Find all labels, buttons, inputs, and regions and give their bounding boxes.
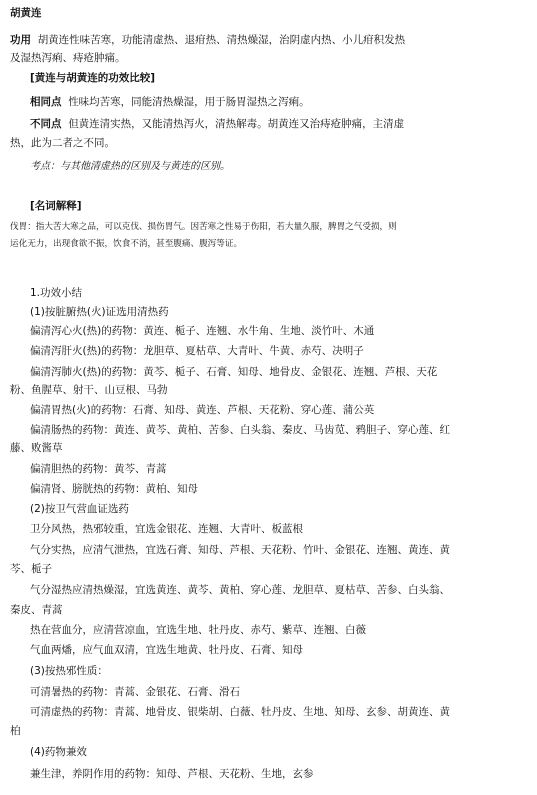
summary-intestine-1: 偏清肠热的药物：黄连、黄芩、黄柏、苦参、白头翁、秦皮、马齿苋、鸦胆子、穿心莲、红 [30, 424, 450, 436]
compare-heading: [黄连与胡黄连的功效比较] [30, 72, 156, 84]
summary-sub-4: (4)药物兼效 [30, 746, 87, 758]
summary-title: 1.功效小结 [30, 287, 83, 299]
gongyong-line-2: 及湿热泻痢、痔疮肿痛。 [10, 52, 126, 64]
same-label: 相同点 [30, 96, 62, 108]
summary-both: 气血两燔，应气血双清，宜选生地黄、牡丹皮、石膏、知母 [30, 644, 303, 656]
summary-sub-1: (1)按脏腑热(火)证选用清热药 [30, 306, 169, 318]
summary-stomach: 偏清胃热(火)的药物：石膏、知母、黄连、芦根、天花粉、穿心莲、蒲公英 [30, 404, 375, 416]
summary-summer-heat: 可清暑热的药物：青蒿、金银花、石膏、滑石 [30, 686, 240, 698]
diff-text-1: 但黄连清实热，又能清热泻火，清热解毒。胡黄连又治痔疮肿痛，主清虚 [68, 118, 405, 130]
summary-lung-1: 偏清泻肺火(热)的药物：黄芩、栀子、石膏、知母、地骨皮、金银花、连翘、芦根、天花 [30, 366, 438, 378]
summary-damp-2: 秦皮、青蒿 [10, 604, 63, 616]
summary-kidney: 偏清肾、膀胱热的药物：黄柏、知母 [30, 483, 198, 495]
summary-qi-1: 气分实热，应清气泄热，宜选石膏、知母、芦根、天花粉、竹叶、金银花、连翘、黄连、黄 [30, 544, 450, 556]
summary-wei: 卫分风热，热邪较重，宜选金银花、连翘、大青叶、板蓝根 [30, 523, 303, 535]
gongyong-label: 功用 [10, 34, 31, 46]
summary-deficiency-heat-2: 柏 [10, 725, 21, 737]
summary-sub-2: (2)按卫气营血证选药 [30, 503, 129, 515]
diff-label: 不同点 [30, 118, 62, 130]
glossary-line-1: 伐胃：指大苦大寒之品，可以克伐、损伤胃气。因苦寒之性易于伤阳，若大量久服，脾胃之气受损，则 [10, 222, 397, 232]
exam-note: 考点：与其他清虚热的区别及与黄连的区别。 [30, 161, 230, 172]
compare-diff-2: 热，此为二者之不同。 [10, 137, 115, 149]
summary-gallbladder: 偏清胆热的药物：黄芩、青蒿 [30, 463, 167, 475]
summary-fluid: 兼生津，养阴作用的药物：知母、芦根、天花粉、生地，玄参 [30, 768, 314, 780]
compare-same [30, 96, 530, 109]
herb-title: 胡黄连 [10, 7, 42, 19]
summary-ying: 热在营血分，应清营凉血，宜选生地、牡丹皮、赤芍、紫草、连翘、白薇 [30, 624, 366, 636]
summary-damp-1: 气分湿热应清热燥湿，宜选黄连、黄芩、黄柏、穿心莲、龙胆草、夏枯草、苦参、白头翁、 [30, 584, 450, 596]
summary-heart: 偏清泻心火(热)的药物：黄连、栀子、连翘、水牛角、生地、淡竹叶、木通 [30, 325, 375, 337]
same-text: 性味均苦寒，同能清热燥湿，用于肠胃湿热之泻痢。 [68, 96, 310, 108]
compare-diff-1 [30, 118, 530, 131]
summary-sub-3: (3)按热邪性质： [30, 665, 108, 677]
gongyong-text-1: 胡黄连性味苦寒，功能清虚热、退疳热、清热燥湿，治阴虚内热、小儿疳积发热 [37, 34, 406, 46]
summary-intestine-2: 藤、败酱草 [10, 442, 63, 454]
gongyong-line-1 [10, 34, 530, 47]
summary-deficiency-heat-1: 可清虚热的药物：青蒿、地骨皮、银柴胡、白薇、牡丹皮、生地、知母、玄参、胡黄连、黄 [30, 706, 450, 718]
summary-liver: 偏清泻肝火(热)的药物：龙胆草、夏枯草、大青叶、牛黄、赤芍、决明子 [30, 345, 364, 357]
summary-qi-2: 芩、栀子 [10, 563, 52, 575]
glossary-heading: [名词解释] [30, 200, 82, 212]
glossary-line-2: 运化无力，出现食欲不振，饮食不消，甚至腹痛、腹泻等证。 [10, 239, 243, 249]
summary-lung-2: 粉、鱼腥草、射干、山豆根、马勃 [10, 384, 168, 396]
